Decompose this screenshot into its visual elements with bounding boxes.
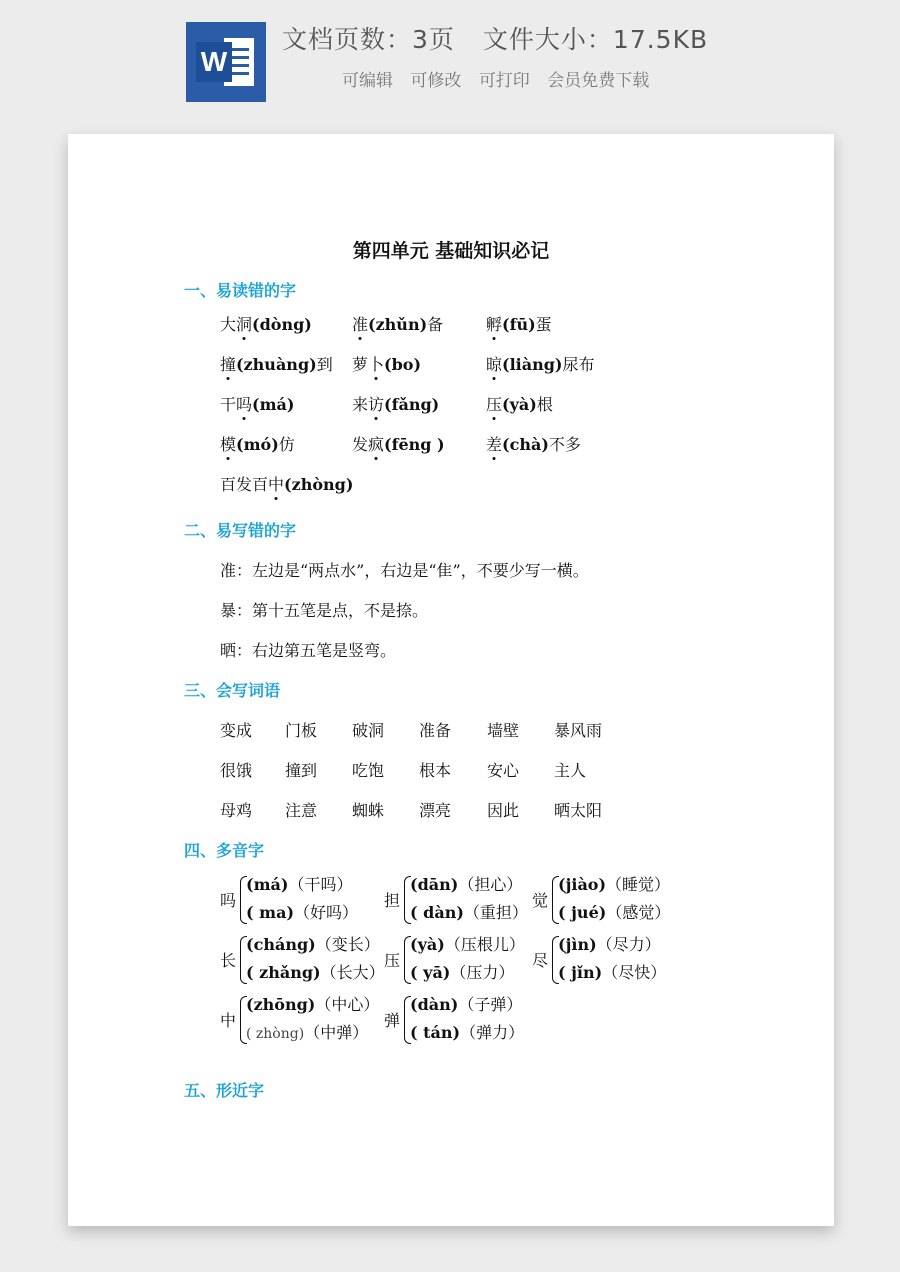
- pinyin: (chà): [502, 435, 549, 454]
- example-word: （睡觉）: [606, 875, 671, 894]
- feature-modifiable: 可修改: [410, 71, 462, 91]
- vocab-word: 母鸡: [220, 801, 253, 820]
- word-part: 蛋: [535, 315, 552, 334]
- misread-word: [486, 432, 581, 455]
- word-part: 到: [316, 355, 333, 374]
- pinyin: (mó): [236, 435, 279, 454]
- vocab-word: 暴风雨: [554, 721, 603, 740]
- polyphone-reading: [246, 1020, 368, 1043]
- vocab-word: 吃饱: [352, 761, 385, 780]
- section-heading-polyphones: 四、多音字: [184, 841, 265, 860]
- header-bar: [0, 0, 900, 120]
- section-heading-misread: 一、易读错的字: [184, 281, 297, 300]
- miswrite-line: 晒：右边第五笔是竖弯。: [220, 641, 397, 660]
- polyphone-char: 长: [220, 951, 237, 970]
- file-info: [282, 20, 708, 56]
- pinyin: ( ma): [246, 903, 295, 922]
- word-part: 大: [220, 315, 237, 334]
- misread-char: 孵: [486, 315, 503, 334]
- pinyin: (dòng): [252, 315, 312, 334]
- word-logo-letter: W: [196, 42, 232, 82]
- word-part: 萝: [352, 355, 369, 374]
- example-word: （中弹）: [304, 1023, 369, 1042]
- misread-char: 撞: [220, 355, 237, 374]
- misread-word: [352, 392, 439, 415]
- polyphone-reading: [246, 932, 380, 955]
- misread-char: 晾: [486, 355, 503, 374]
- document-title: 第四单元 基础知识必记: [352, 240, 550, 262]
- pinyin: (dān): [410, 875, 459, 894]
- polyphone-char: 尽: [532, 951, 549, 970]
- example-word: （弹力）: [460, 1023, 525, 1042]
- polyphone-char: 吗: [220, 891, 237, 910]
- pinyin: (fēng ): [384, 435, 445, 454]
- example-word: （子弹）: [458, 995, 523, 1014]
- word-part: 干: [220, 395, 237, 414]
- pinyin: (jiào): [558, 875, 607, 894]
- pinyin: (bo): [384, 355, 422, 374]
- example-word: （长大）: [320, 963, 385, 982]
- vocab-word: 很饿: [220, 761, 253, 780]
- word-part: 来: [352, 395, 369, 414]
- pinyin: (zhòng): [284, 475, 354, 494]
- page-count: 文档页数：3页: [282, 25, 455, 54]
- polyphone-char: 担: [384, 891, 401, 910]
- misread-word: [486, 352, 595, 375]
- misread-char: 压: [486, 395, 503, 414]
- misread-char: 吗: [236, 395, 253, 414]
- misread-word: [220, 312, 312, 335]
- example-word: （重担）: [463, 903, 528, 922]
- word-part: 根: [536, 395, 553, 414]
- feature-list: [342, 66, 661, 91]
- example-word: （中心）: [315, 995, 380, 1014]
- polyphone-reading: [558, 872, 670, 895]
- vocab-word: 根本: [419, 761, 452, 780]
- misread-char: 差: [486, 435, 503, 454]
- misread-word: [486, 392, 553, 415]
- feature-free-download: 会员免费下载: [547, 71, 650, 91]
- example-word: （干吗）: [288, 875, 353, 894]
- misread-word: [352, 352, 421, 375]
- pinyin: ( zhǎng): [246, 963, 321, 982]
- vocab-word: 撞到: [285, 761, 318, 780]
- word-part: 发: [352, 435, 369, 454]
- section-heading-similar: 五、形近字: [184, 1081, 265, 1100]
- example-word: （压根儿）: [444, 935, 525, 954]
- pinyin: (má): [246, 875, 289, 894]
- misread-word: [220, 352, 333, 375]
- misread-char: 洞: [236, 315, 253, 334]
- polyphone-reading: [410, 960, 514, 983]
- polyphone-char: 中: [220, 1011, 237, 1030]
- pinyin: ( yā): [410, 963, 451, 982]
- pinyin: (dàn): [410, 995, 459, 1014]
- example-word: （好吗）: [294, 903, 359, 922]
- vocab-word: 破洞: [352, 721, 385, 740]
- miswrite-line: 准：左边是“两点水”，右边是“隹”，不要少写一横。: [220, 561, 589, 580]
- example-word: （尽力）: [596, 935, 661, 954]
- polyphone-reading: [410, 932, 525, 955]
- pinyin: (cháng): [246, 935, 316, 954]
- polyphone-reading: [246, 960, 385, 983]
- vocab-word: 晒太阳: [554, 801, 603, 820]
- polyphone-reading: [558, 960, 666, 983]
- pinyin: ( tán): [410, 1023, 461, 1042]
- polyphone-reading: [410, 1020, 524, 1043]
- example-word: （感觉）: [606, 903, 671, 922]
- polyphone-reading: [246, 900, 358, 923]
- misread-word: [220, 392, 294, 415]
- polyphone-reading: [246, 872, 352, 895]
- misread-word: [486, 312, 552, 335]
- polyphone-reading: [558, 932, 661, 955]
- file-size: 文件大小：17.5KB: [482, 25, 709, 54]
- misread-char: 中: [268, 475, 285, 494]
- word-part: 百发百: [220, 475, 269, 494]
- misread-word: [352, 312, 443, 335]
- example-word: （压力）: [450, 963, 515, 982]
- misread-word: [352, 432, 445, 455]
- section-heading-words: 三、会写词语: [184, 681, 281, 700]
- pinyin: (jìn): [558, 935, 597, 954]
- polyphone-reading: [410, 992, 522, 1015]
- section-heading-miswrite: 二、易写错的字: [184, 521, 297, 540]
- pinyin: (yà): [410, 935, 445, 954]
- pinyin: (yà): [502, 395, 537, 414]
- word-part: 备: [427, 315, 444, 334]
- pinyin: ( jǐn): [558, 963, 603, 982]
- pinyin: ( zhòng): [246, 1026, 305, 1042]
- polyphone-reading: [246, 992, 379, 1015]
- vocab-word: 门板: [285, 721, 318, 740]
- polyphone-reading: [410, 872, 522, 895]
- pinyin: ( jué): [558, 903, 607, 922]
- pinyin: (liàng): [502, 355, 563, 374]
- vocab-word: 变成: [220, 721, 253, 740]
- polyphone-char: 觉: [532, 891, 549, 910]
- misread-char: 访: [368, 395, 385, 414]
- vocab-word: 注意: [285, 801, 318, 820]
- misread-char: 卜: [368, 355, 385, 374]
- vocab-word: 墙壁: [487, 721, 520, 740]
- misread-char: 准: [352, 315, 369, 334]
- misread-char: 疯: [368, 435, 385, 454]
- polyphone-reading: [410, 900, 528, 923]
- example-word: （变长）: [315, 935, 380, 954]
- word-part: 尿布: [562, 355, 595, 374]
- vocab-word: 准备: [419, 721, 452, 740]
- document-page: [68, 134, 834, 1226]
- polyphone-char: 压: [384, 951, 401, 970]
- polyphone-reading: [558, 900, 670, 923]
- pinyin: (fǎng): [384, 395, 440, 414]
- pinyin: (fū): [502, 315, 536, 334]
- word-document-icon: [186, 22, 266, 102]
- word-part: 仿: [278, 435, 295, 454]
- pinyin: (zhuàng): [236, 355, 317, 374]
- word-part: 不多: [548, 435, 581, 454]
- misread-word: [220, 472, 353, 495]
- pinyin: (zhǔn): [368, 315, 428, 334]
- pinyin: (zhōng): [246, 995, 316, 1014]
- feature-printable: 可打印: [478, 71, 530, 91]
- vocab-word: 主人: [554, 761, 587, 780]
- misread-char: 模: [220, 435, 237, 454]
- vocab-word: 漂亮: [419, 801, 452, 820]
- vocab-word: 蜘蛛: [352, 801, 385, 820]
- vocab-word: 安心: [487, 761, 520, 780]
- feature-editable: 可编辑: [342, 71, 393, 91]
- miswrite-line: 暴：第十五笔是点，不是捺。: [220, 601, 429, 620]
- pinyin: (má): [252, 395, 295, 414]
- polyphone-char: 弹: [384, 1011, 401, 1030]
- pinyin: ( dàn): [410, 903, 464, 922]
- vocab-word: 因此: [487, 801, 520, 820]
- misread-word: [220, 432, 295, 455]
- example-word: （担心）: [458, 875, 523, 894]
- example-word: （尽快）: [602, 963, 667, 982]
